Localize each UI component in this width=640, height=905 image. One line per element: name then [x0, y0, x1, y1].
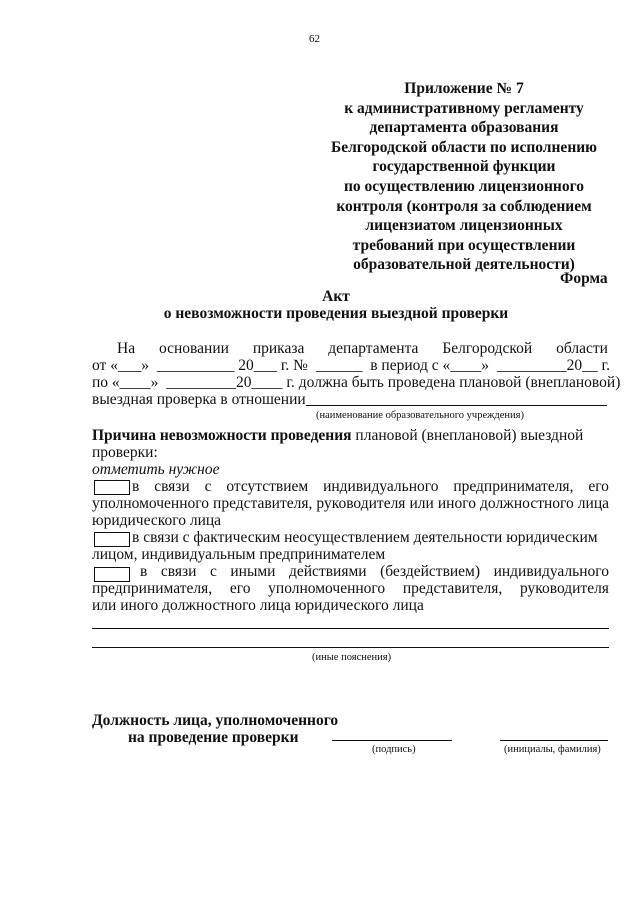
reason-heading-bold: Причина невозможности проведения — [92, 427, 352, 444]
option-3-line-2-word: руководителя — [519, 580, 609, 597]
option-3-line-1 — [140, 563, 609, 581]
other-explanations-line-1[interactable] — [92, 628, 609, 629]
intro-line-1-word: департамента — [328, 340, 419, 357]
option-3-line-2-word: предпринимателя, — [92, 580, 213, 597]
organization-name-field[interactable] — [306, 405, 607, 406]
intro-line-1-word: Белгородской — [442, 340, 533, 357]
appendix-line: Приложение № 7 — [404, 80, 524, 97]
reason-hint: отметить нужное — [92, 461, 220, 478]
intro-line-1-word: приказа — [252, 340, 305, 357]
reason-heading-rest: плановой (внеплановой) выездной — [351, 427, 584, 444]
order-date-number[interactable]: __________ 20___ г. № — [156, 357, 308, 374]
option-3-line-2-word: его — [229, 580, 251, 597]
option-2-checkbox[interactable] — [94, 532, 130, 547]
appendix-line: департамента образования — [369, 119, 559, 137]
option-3-line-2 — [92, 580, 609, 598]
reason-heading-line2: проверки: — [92, 444, 158, 461]
option-3-word: (бездействием) — [380, 563, 481, 580]
appendix-line: контроля (контроля за соблюдением — [336, 197, 592, 215]
option-1-word: предпринимателя, — [453, 478, 574, 495]
appendix-header — [320, 79, 608, 275]
appendix-line: лицензиатом лицензионных — [365, 217, 563, 235]
intro-line-1-word: основании — [158, 340, 229, 357]
option-2-line-1: в связи с фактическим неосуществлением деятельности юридическим — [132, 529, 598, 546]
signatory-position-line-1: Должность лица, уполномоченного — [92, 712, 339, 729]
appendix-line: государственной функции — [372, 158, 556, 176]
other-explanations-line-2[interactable] — [92, 647, 609, 648]
appendix-line: требований при осуществлении — [352, 236, 576, 254]
option-3-word: иными — [230, 563, 276, 580]
option-3-line-3: или иного должностного лица юридического лица — [92, 597, 424, 614]
initials-field[interactable] — [500, 740, 608, 741]
option-1-word: отсутствием — [226, 478, 309, 495]
signatory-position-line-2: на проведение проверки — [128, 729, 299, 746]
appendix-line: к административному регламенту — [344, 99, 584, 117]
form-label: Форма — [560, 270, 608, 287]
intro-line-1 — [117, 340, 608, 358]
document-title: Акт — [322, 288, 350, 305]
organization-name-caption: (наименование образовательного учреждения) — [316, 410, 524, 421]
signature-field[interactable] — [332, 740, 452, 741]
option-1-word: его — [588, 478, 609, 495]
option-3-word: действиями — [289, 563, 367, 580]
option-1-word: в — [132, 478, 140, 495]
initials-caption: (инициалы, фамилия) — [504, 744, 601, 755]
option-3-word: связи — [160, 563, 197, 580]
signature-caption: (подпись) — [372, 744, 416, 755]
appendix-line: образовательной деятельности) — [353, 256, 575, 274]
period-to[interactable]: по «____» — [92, 374, 159, 391]
period-from[interactable]: в период с «____» — [370, 357, 489, 374]
intro-line-1-word: области — [556, 340, 608, 357]
option-3-word: индивидуального — [493, 563, 609, 580]
option-3-word: в — [140, 563, 148, 580]
intro-line-2 — [92, 357, 610, 375]
date-from-day[interactable]: от «___» — [92, 357, 149, 374]
appendix-line: Белгородской области по исполнению — [330, 138, 598, 156]
intro-line-1-word: На — [117, 340, 136, 357]
option-1-word: с — [204, 478, 212, 495]
option-1-word: связи — [154, 478, 190, 495]
option-3-word: с — [209, 563, 217, 580]
appendix-line: по осуществлению лицензионного — [344, 177, 584, 195]
order-number-field[interactable]: ______ — [315, 357, 363, 374]
period-from-date[interactable]: _________20__ г. — [496, 357, 610, 374]
option-1-line-2-text: уполномоченного представителя, руководителя или иного должностного лица — [92, 495, 609, 512]
intro-line-4: выездная проверка в отношении — [92, 391, 306, 408]
page-number: 62 — [309, 33, 320, 45]
other-explanations-caption: (иные пояснения) — [312, 652, 392, 663]
option-1-line-1 — [132, 478, 609, 496]
option-2-line-2: лицом, индивидуальным предпринимателем — [92, 546, 386, 563]
option-1-checkbox[interactable] — [94, 480, 130, 495]
option-1-word: индивидуального — [323, 478, 439, 495]
option-3-line-2-word: уполномоченного — [268, 580, 386, 597]
intro-line-3 — [92, 374, 620, 392]
period-to-text: _________20____ г. должна быть проведена плановой (внеплановой) — [166, 374, 621, 391]
document-subtitle: о невозможности проведения выездной проверки — [163, 305, 509, 322]
option-1-line-2 — [92, 495, 609, 513]
option-1-line-3: юридического лица — [92, 512, 222, 529]
option-3-line-2-word: представителя, — [402, 580, 503, 597]
reason-heading — [92, 427, 583, 445]
